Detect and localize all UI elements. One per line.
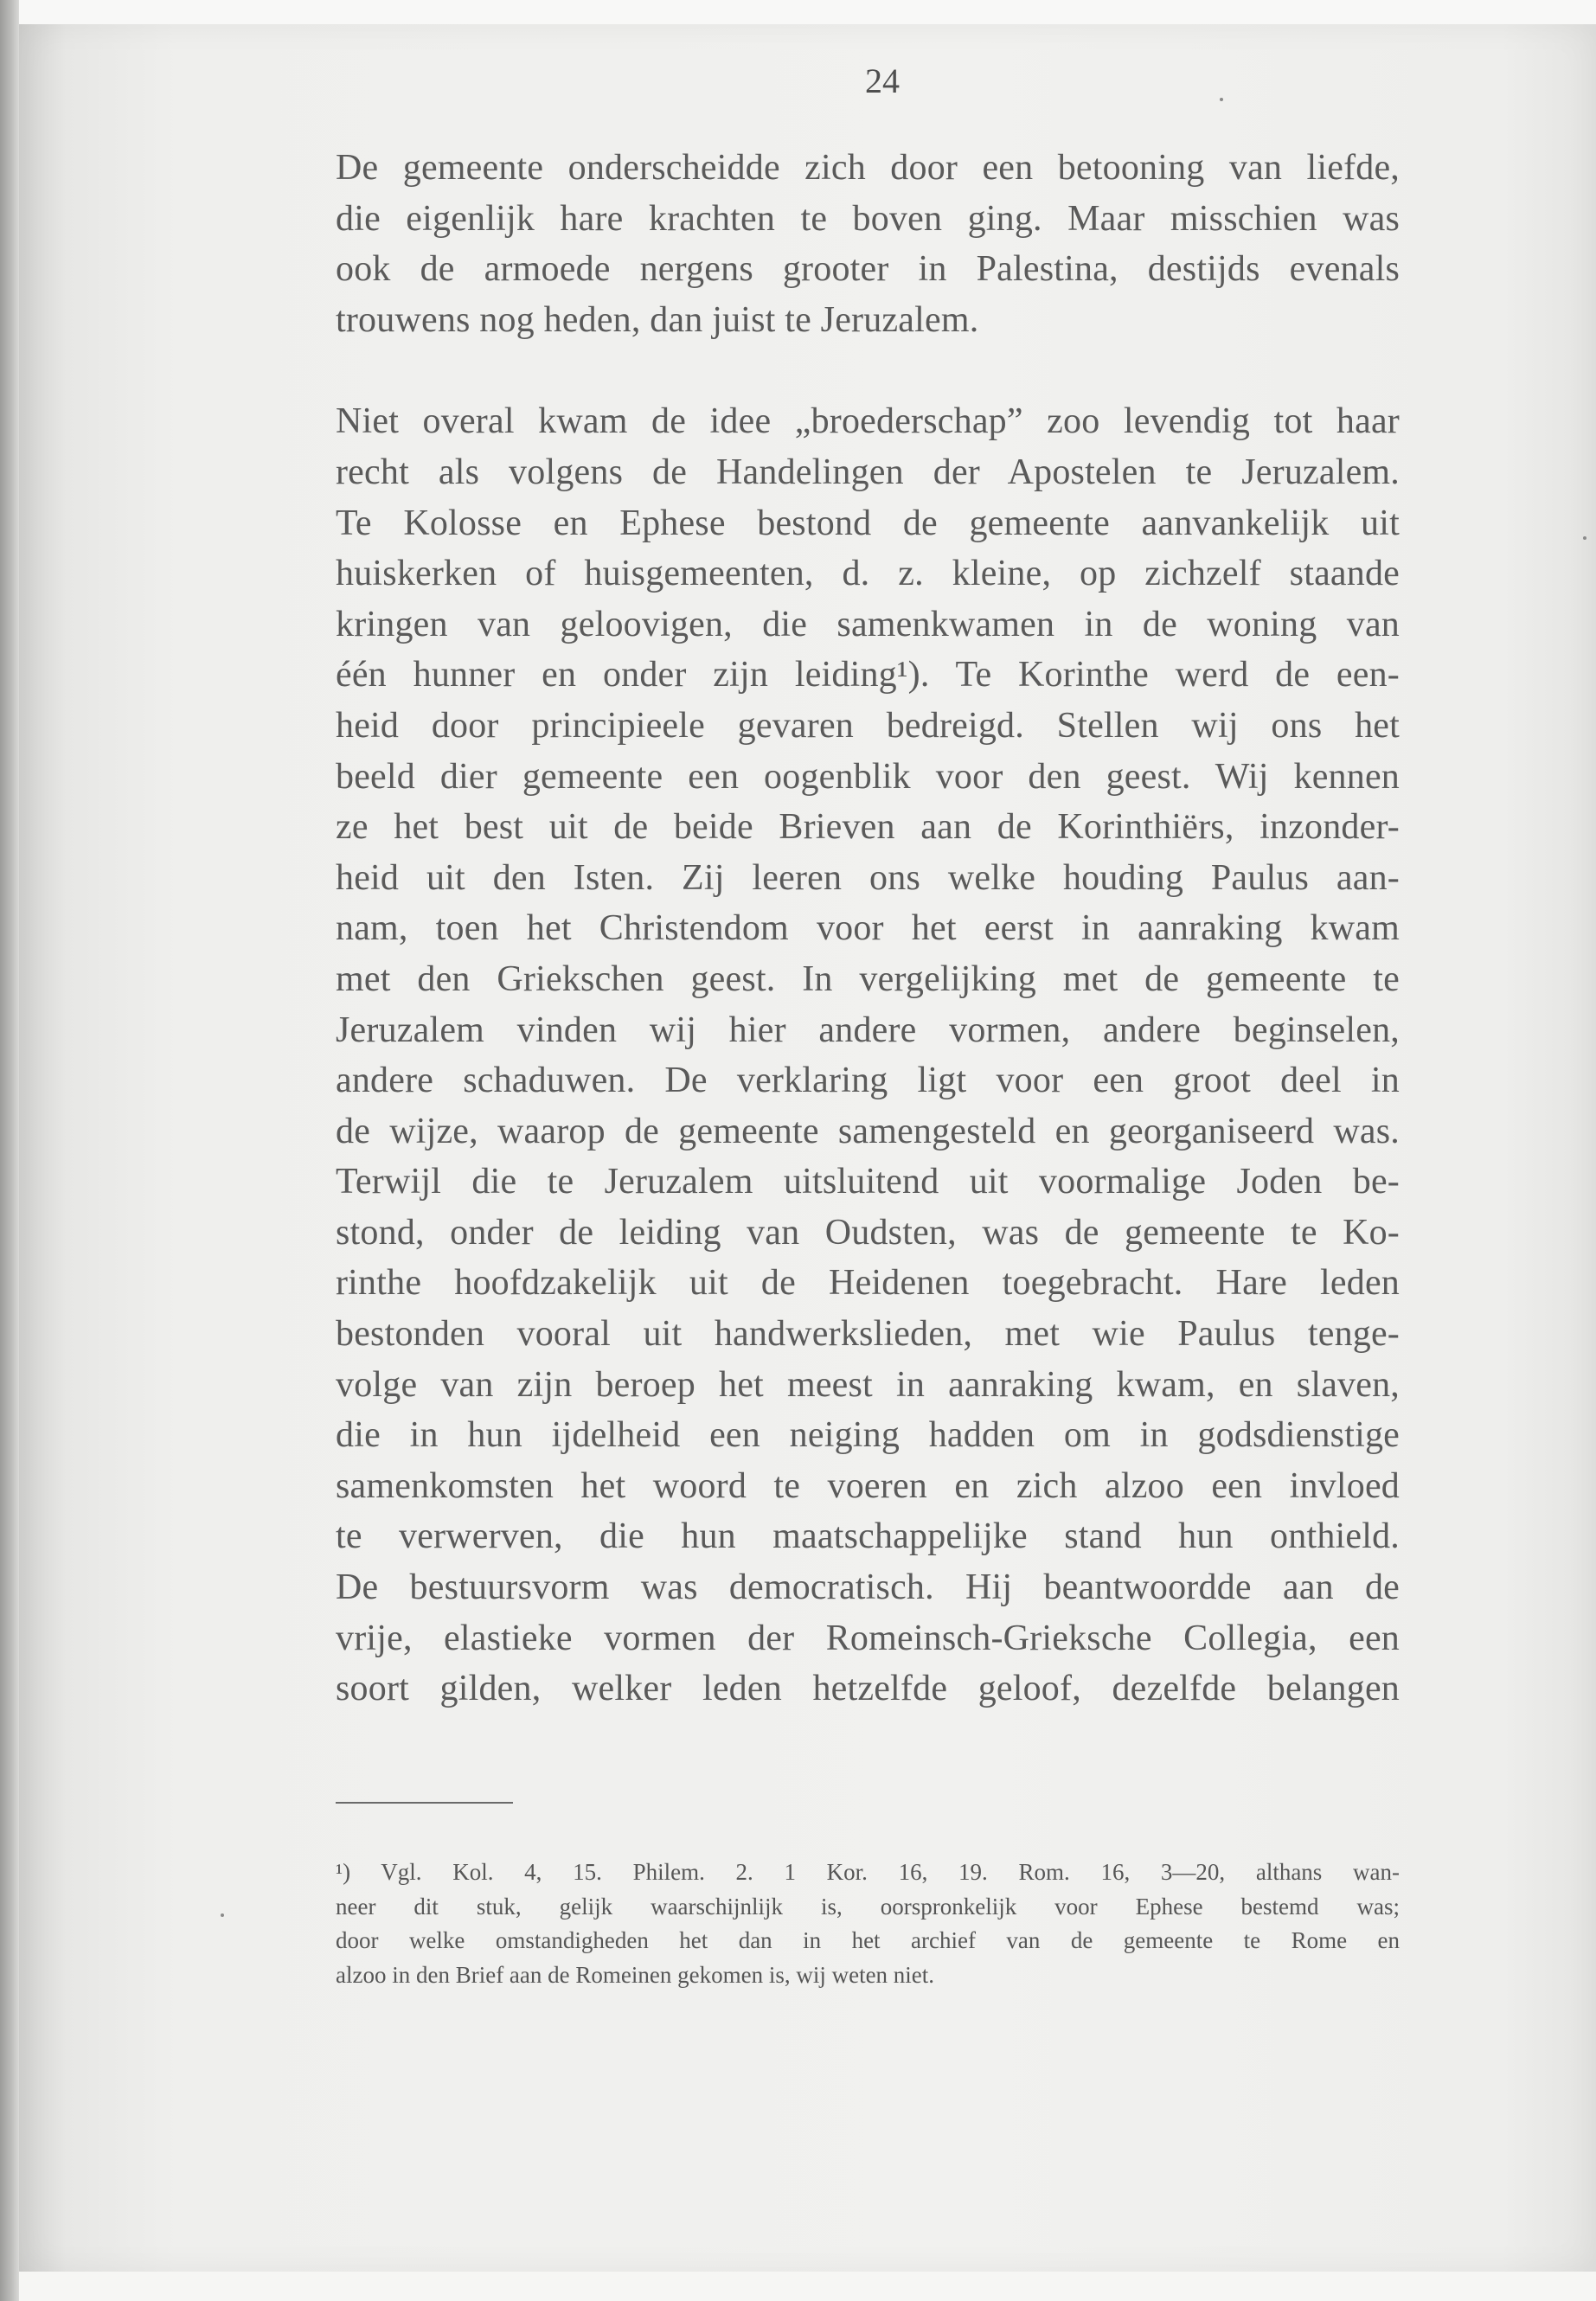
text-line: met den Griekschen geest. In vergelijking met de gemeente te — [336, 958, 1400, 999]
text-line: huiskerken of huisgemeenten, d. z. kleine, op zichzelf staande — [336, 554, 1400, 594]
text-line: die in hun ijdelheid een neiging hadden om in godsdienstige — [336, 1415, 1400, 1456]
text-line: De bestuursvorm was democratisch. Hij beantwoordde aan de — [336, 1567, 1400, 1608]
text-line: stond, onder de leiding van Oudsten, was de gemeente te Ko- — [336, 1212, 1400, 1253]
text-line: beeld dier gemeente een oogenblik voor den geest. Wij kennen — [336, 756, 1400, 797]
text-line: ze het best uit de beide Brieven aan de Korinthiërs, inzonder- — [336, 807, 1400, 848]
footnote-line: ¹) Vgl. Kol. 4, 15. Philem. 2. 1 Kor. 16, 19. Rom. 16, 3—20, althans wan- — [336, 1859, 1400, 1885]
footnote-line: alzoo in den Brief aan de Romeinen gekomen is, wij weten niet. — [336, 1961, 935, 1988]
text-line: nam, toen het Christendom voor het eerst in aanraking kwam — [336, 908, 1400, 949]
text-line: Niet overal kwam de idee „broederschap” zoo levendig tot haar — [336, 401, 1400, 442]
scan-speck — [1583, 536, 1586, 540]
text-line: heid door principieele gevaren bedreigd. Stellen wij ons het — [336, 705, 1400, 746]
book-binding-edge — [0, 0, 19, 2301]
text-line: trouwens nog heden, dan juist te Jeruzalem. — [336, 299, 979, 340]
text-line: rinthe hoofdzakelijk uit de Heidenen toegebracht. Hare leden — [336, 1263, 1400, 1304]
text-line: heid uit den Isten. Zij leeren ons welke houding Paulus aan- — [336, 857, 1400, 898]
text-line: ook de armoede nergens grooter in Palestina, destijds evenals — [336, 249, 1400, 290]
text-line: één hunner en onder zijn leiding¹). Te Korinthe werd de een- — [336, 655, 1400, 695]
footnote-line: door welke omstandigheden het dan in het archief van de gemeente te Rome en — [336, 1927, 1400, 1953]
scan-speck — [221, 1913, 224, 1917]
text-line: bestonden vooral uit handwerkslieden, met wie Paulus tenge- — [336, 1314, 1400, 1355]
text-line: Te Kolosse en Ephese bestond de gemeente aanvankelijk uit — [336, 503, 1400, 543]
scan-speck — [1220, 98, 1223, 101]
text-line: recht als volgens de Handelingen der Apostelen te Jeruzalem. — [336, 452, 1400, 492]
footnote-line: neer dit stuk, gelijk waarschijnlijk is, oorspronkelijk voor Ephese bestemd was; — [336, 1893, 1400, 1920]
text-line: die eigenlijk hare krachten te boven ging. Maar misschien was — [336, 198, 1400, 239]
body-text — [336, 143, 1400, 1715]
paragraph-2 — [336, 396, 1400, 1714]
page-number: 24 — [865, 61, 900, 100]
text-line: te verwerven, die hun maatschappelijke stand hun onthield. — [336, 1516, 1400, 1557]
text-line: volge van zijn beroep het meest in aanraking kwam, en slaven, — [336, 1364, 1400, 1405]
text-line: andere schaduwen. De verklaring ligt voor een groot deel in — [336, 1061, 1400, 1101]
text-line: Jeruzalem vinden wij hier andere vormen, andere beginselen, — [336, 1009, 1400, 1050]
text-line: kringen van geloovigen, die samenkwamen in de woning van — [336, 604, 1400, 644]
text-line: de wijze, waarop de gemeente samengesteld en georganiseerd was. — [336, 1111, 1400, 1151]
text-line: samenkomsten het woord te voeren en zich alzoo een invloed — [336, 1465, 1400, 1506]
text-line: soort gilden, welker leden hetzelfde geloof, dezelfde belangen — [336, 1669, 1400, 1709]
text-line: De gemeente onderscheidde zich door een betooning van liefde, — [336, 148, 1400, 188]
text-line: vrije, elastieke vormen der Romeinsch-Grieksche Collegia, een — [336, 1618, 1400, 1658]
paragraph-1 — [336, 143, 1400, 345]
text-line: Terwijl die te Jeruzalem uitsluitend uit voormalige Joden be- — [336, 1162, 1400, 1202]
footnotes — [336, 1856, 1400, 1992]
scan-top-margin — [0, 0, 1596, 24]
footnote-separator — [336, 1802, 513, 1804]
